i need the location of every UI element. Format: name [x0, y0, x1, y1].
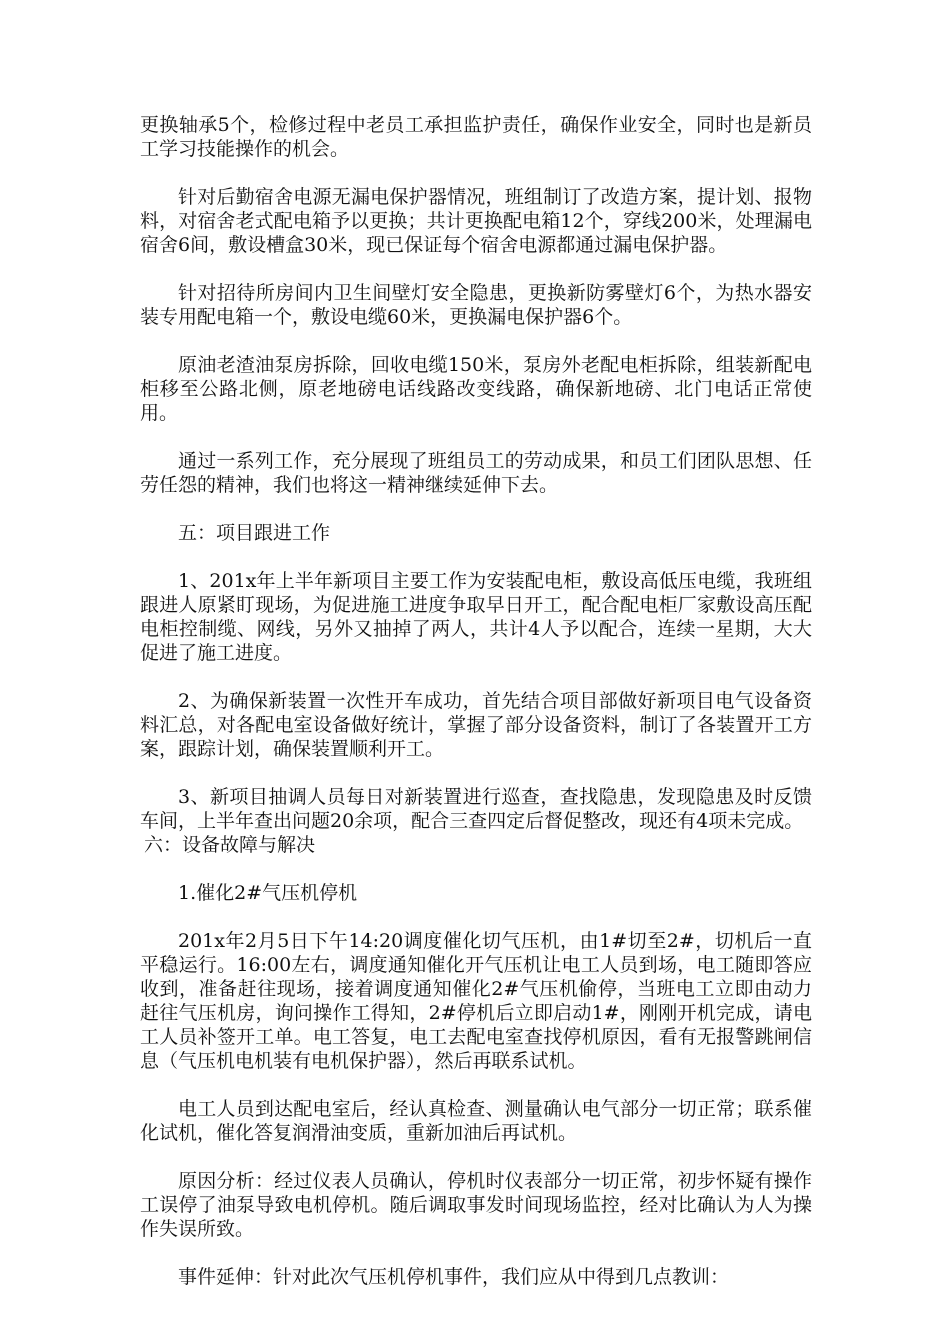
- subheading-compressor-shutdown: 1.催化2#气压机停机: [178, 882, 358, 904]
- paragraph-electrician-inspection: 电工人员到达配电室后，经认真检查、测量确认电气部分一切正常；联系催化试机，催化答复润滑油变质，重新加油后再试机。: [140, 1098, 812, 1144]
- paragraph-cause-analysis: 原因分析：经过仪表人员确认，停机时仪表部分一切正常，初步怀疑有操作工误停了油泵导致电机停机。随后调取事发时间现场监控，经对比确认为人为操作失误所致。: [140, 1170, 812, 1240]
- paragraph-event-extension: 事件延伸：针对此次气压机停机事件，我们应从中得到几点教训：: [178, 1266, 730, 1288]
- paragraph-project-item-1: 1、201x年上半年新项目主要工作为安装配电柜，敷设高低压电缆，我班组跟进人原紧盯现场，为促进施工进度争取早日开工，配合配电柜厂家敷设高压配电柜控制缆、网线，另外又抽掉了两人，共计4人予以配合，连续一星期，大大促进了施工进度。: [140, 570, 812, 664]
- paragraph-incident-timeline: 201x年2月5日下午14:20调度催化切气压机，由1#切至2#，切机后一直平稳运行。16:00左右，调度通知催化开气压机让电工人员到场，电工随即答应收到，准备赶往现场，接着调度通知催化2#气压机偷停，当班电工立即由动力赶往气压机房，询问操作工得知，2#停机后立即启动1#，刚刚开机完成，请电工人员补签开工单。电工答复，电工去配电室查找停机原因，看有无报警跳闸信息（气压机电机装有电机保护器），然后再联系试机。: [140, 930, 812, 1072]
- paragraph-guesthouse-wall-lamps: 针对招待所房间内卫生间壁灯安全隐患，更换新防雾壁灯6个，为热水器安装专用配电箱一个，敷设电缆60米，更换漏电保护器6个。: [140, 282, 812, 328]
- paragraph-project-item-2: 2、为确保新装置一次性开车成功，首先结合项目部做好新项目电气设备资料汇总，对各配电室设备做好统计，掌握了部分设备资料，制订了各装置开工方案，跟踪计划，确保装置顺利开工。: [140, 690, 812, 760]
- paragraph-dormitory-leakage-protection: 针对后勤宿舍电源无漏电保护器情况，班组制订了改造方案，提计划、报物料，对宿舍老式配电箱予以更换；共计更换配电箱12个，穿线200米，处理漏电宿舍6间，敷设槽盒30米，现已保证每个宿舍电源都通过漏电保护器。: [140, 186, 812, 256]
- paragraph-team-summary: 通过一系列工作，充分展现了班组员工的劳动成果，和员工们团队思想、任劳任怨的精神，我们也将这一精神继续延伸下去。: [140, 450, 812, 496]
- paragraph-pump-room-demolition: 原油老渣油泵房拆除，回收电缆150米，泵房外老配电柜拆除，组装新配电柜移至公路北侧，原老地磅电话线路改变线路，确保新地磅、北门电话正常使用。: [140, 354, 812, 424]
- paragraph-bearing-replacement: 更换轴承5个，检修过程中老员工承担监护责任，确保作业安全，同时也是新员工学习技能操作的机会。: [140, 114, 812, 160]
- document-body: [140, 113, 812, 1313]
- paragraph-project-item-3: 3、新项目抽调人员每日对新装置进行巡查，查找隐患，发现隐患及时反馈车间，上半年查出问题20余项，配合三查四定后督促整改，现还有4项未完成。: [140, 786, 812, 832]
- section-heading-equipment-faults: 六：设备故障与解决: [144, 834, 316, 856]
- section-heading-project-followup: 五：项目跟进工作: [178, 522, 331, 544]
